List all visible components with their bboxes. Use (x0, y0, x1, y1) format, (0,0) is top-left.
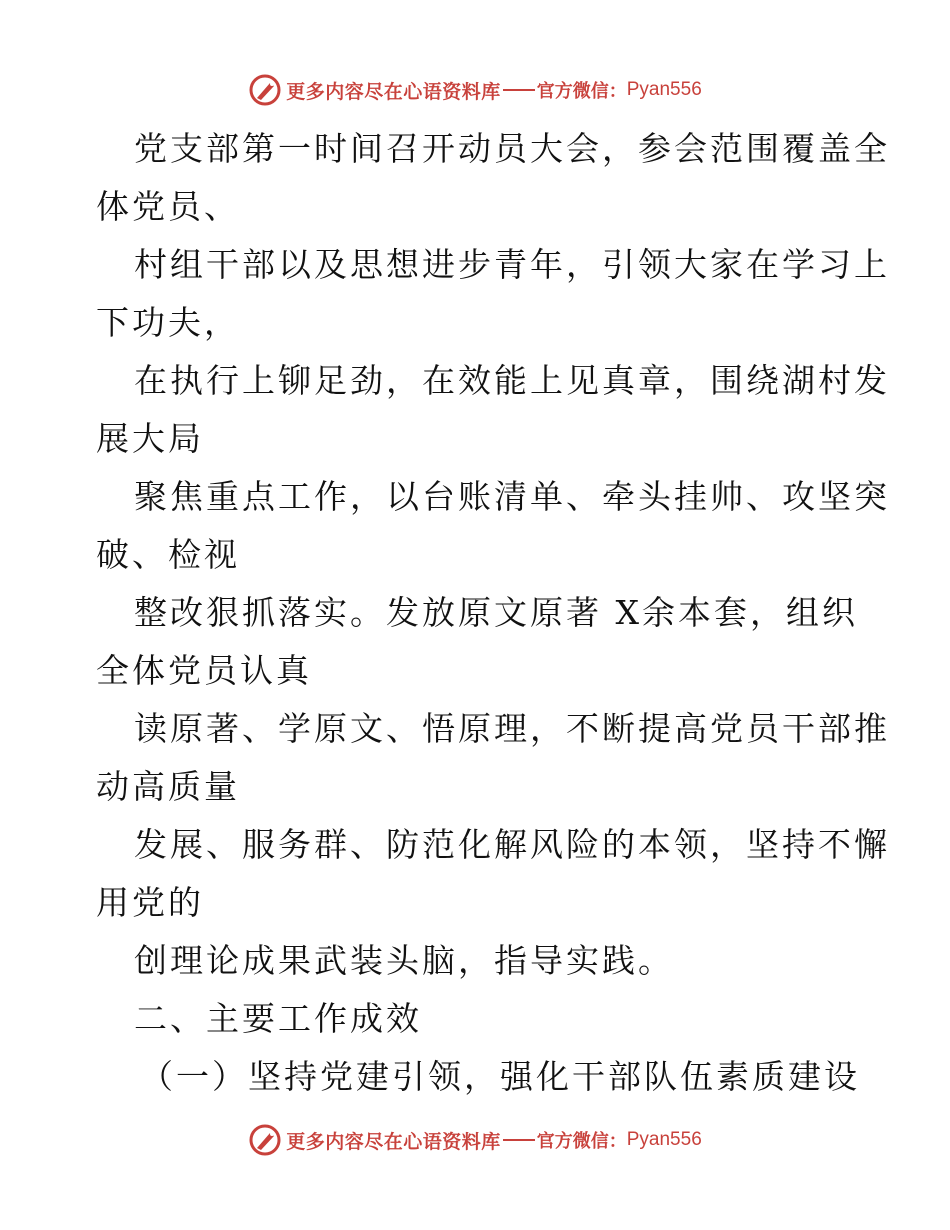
watermark-suffix: 官方微信： (536, 1131, 627, 1152)
text-line: 全体党员认真 (96, 651, 312, 690)
watermark-dash (503, 1139, 535, 1141)
text-line: 在执行上铆足劲，在效能上见真章，围绕湖村发 (134, 361, 890, 400)
text-line: 发展、服务群、防范化解风险的本领，坚持不懈 (134, 825, 890, 864)
text-line: 创理论成果武装头脑，指导实践。 (134, 941, 674, 980)
text-line: 动高质量 (96, 767, 240, 806)
watermark-account: Pyan556 (626, 79, 702, 100)
text-line: 聚焦重点工作，以台账清单、牵头挂帅、攻坚突 (134, 477, 890, 516)
watermark-text: 更多内容尽在心语资料库 (286, 1130, 501, 1153)
section-heading: 二、主要工作成效 (134, 999, 422, 1038)
watermark-text: 更多内容尽在心语资料库 (286, 80, 501, 103)
watermark-suffix: 官方微信： (536, 81, 627, 102)
text-line: 破、检视 (96, 535, 240, 574)
text-line: 读原著、学原文、悟原理，不断提高党员干部推 (134, 709, 890, 748)
document-body (96, 120, 890, 1106)
pen-logo-icon (248, 73, 282, 107)
pen-logo-icon (248, 1123, 282, 1157)
text-line: 下功夫， (96, 303, 240, 342)
text-line: 村组干部以及思想进步青年，引领大家在学习上 (134, 245, 890, 284)
watermark-banner-top (0, 70, 950, 110)
text-line: 展大局 (96, 419, 204, 458)
watermark-banner-bottom (0, 1120, 950, 1160)
text-line: 体党员、 (96, 187, 240, 226)
watermark-account: Pyan556 (626, 1129, 702, 1150)
subsection-heading: （一）坚持党建引领，强化干部队伍素质建设 (140, 1057, 860, 1096)
watermark-dash (503, 89, 535, 91)
text-line: 用党的 (96, 883, 204, 922)
text-line: 党支部第一时间召开动员大会，参会范围覆盖全 (134, 129, 890, 168)
text-line: 整改狠抓落实。发放原文原著 X余本套，组织 (134, 593, 858, 632)
